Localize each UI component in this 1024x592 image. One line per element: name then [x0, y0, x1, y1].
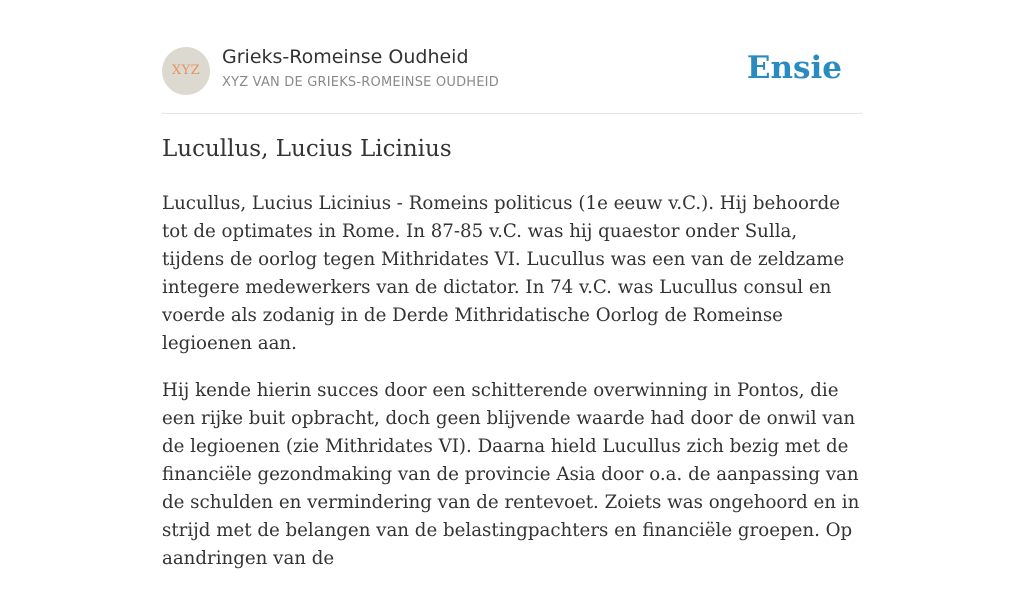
article-title: Lucullus, Lucius Licinius — [162, 136, 452, 162]
source-subtitle: XYZ VAN DE GRIEKS-ROMEINSE OUDHEID — [222, 75, 499, 90]
ensie-logo-link[interactable]: Ensie — [746, 50, 842, 86]
source-header — [162, 0, 862, 114]
source-title[interactable]: Grieks-Romeinse Oudheid — [222, 46, 469, 68]
article-body — [162, 190, 862, 592]
source-avatar[interactable]: XYZ — [162, 47, 210, 95]
article-paragraph-1: Lucullus, Lucius Licinius - Romeins politicus (1e eeuw v.C.). Hij behoorde tot de optimates in Rome. In 87-85 v.C. was hij quaestor onder Sulla, tijdens de oorlog tegen Mithridates VI. Lucullus was een van de zeldzame integere medewerkers van de dictator. In 74 v.C. was Lucullus consul en voerde als zodanig in de Derde Mithridatische Oorlog de Romeinse legioenen aan. — [162, 193, 845, 354]
article-paragraph-2: Hij kende hierin succes door een schitterende overwinning in Pontos, die een rijke buit opbracht, doch geen blijvende waarde had door de onwil van de legioenen (zie Mithridates VI). Daarna hield Lucullus zich bezig met de financiële gezondmaking van de provincie Asia door o.a. de aanpassing van de schulden en vermindering van de rentevoet. Zoiets was ongehoord en in strijd met de belangen van de belastingpachters en financiële groepen. Op aandringen van de — [162, 380, 860, 569]
content-container — [162, 0, 862, 569]
